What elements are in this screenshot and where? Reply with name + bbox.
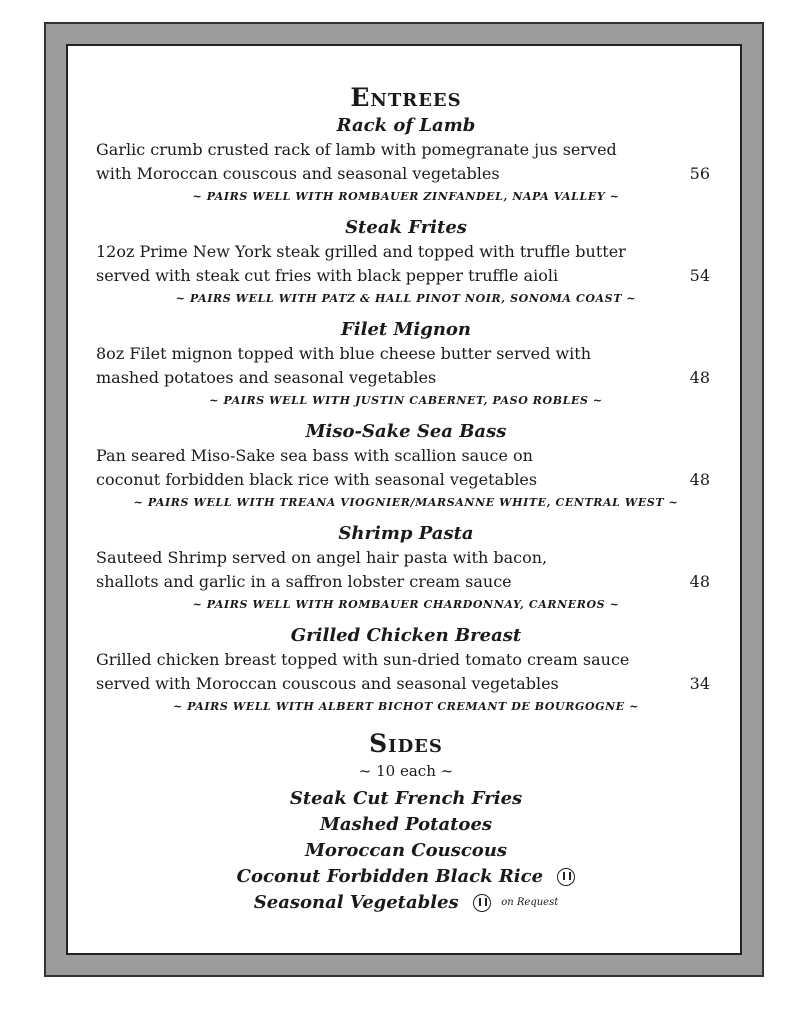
side-item-name: Coconut Forbidden Black Rice — [236, 866, 544, 887]
item-price: 56 — [689, 164, 710, 183]
entrees-list — [96, 114, 716, 718]
menu-item — [96, 216, 716, 310]
item-price: 48 — [689, 470, 710, 489]
item-name: Shrimp Pasta — [338, 523, 474, 544]
item-name: Steak Frites — [345, 217, 467, 238]
item-price: 34 — [689, 674, 710, 693]
wine-pairing: ~ PAIRS WELL WITH ROMBAUER ZINFANDEL, NAPA VALLEY ~ — [192, 190, 620, 203]
item-description — [96, 648, 716, 696]
description-line: Sauteed Shrimp served on angel hair pasta with bacon, — [96, 548, 548, 567]
item-description — [96, 342, 716, 390]
gluten-free-icon — [557, 868, 575, 886]
item-price: 48 — [689, 368, 710, 387]
item-name: Grilled Chicken Breast — [290, 625, 522, 646]
description-line: coconut forbidden black rice with seasonal vegetables — [96, 470, 538, 489]
side-item — [96, 786, 716, 812]
sides-price-note: ~ 10 each ~ — [358, 762, 454, 780]
menu-item — [96, 624, 716, 718]
item-description — [96, 138, 716, 186]
description-line: served with Moroccan couscous and seasonal vegetables — [96, 674, 559, 693]
description-line: 12oz Prime New York steak grilled and topped with truffle butter — [96, 242, 626, 261]
menu-item — [96, 420, 716, 514]
description-line: shallots and garlic in a saffron lobster cream sauce — [96, 572, 512, 591]
side-item-name: Steak Cut French Fries — [289, 788, 523, 809]
menu-item — [96, 114, 716, 208]
on-request-note: on Request — [501, 897, 559, 908]
wine-pairing: ~ PAIRS WELL WITH ROMBAUER CHARDONNAY, CARNEROS ~ — [192, 598, 620, 611]
side-item-name: Moroccan Couscous — [304, 840, 508, 861]
wine-pairing: ~ PAIRS WELL WITH PATZ & HALL PINOT NOIR, SONOMA COAST ~ — [175, 292, 637, 305]
menu-item — [96, 522, 716, 616]
wine-pairing: ~ PAIRS WELL WITH ALBERT BICHOT CREMANT DE BOURGOGNE ~ — [172, 700, 640, 713]
side-item — [96, 812, 716, 838]
item-name: Rack of Lamb — [336, 115, 476, 136]
wine-pairing: ~ PAIRS WELL WITH TREANA VIOGNIER/MARSANNE WHITE, CENTRAL WEST ~ — [133, 496, 679, 509]
description-line: Grilled chicken breast topped with sun-dried tomato cream sauce — [96, 650, 630, 669]
description-line: mashed potatoes and seasonal vegetables — [96, 368, 437, 387]
sides-title: Sides — [369, 729, 443, 758]
item-price: 48 — [689, 572, 710, 591]
side-item-name: Seasonal Vegetables — [253, 892, 459, 913]
wine-pairing: ~ PAIRS WELL WITH JUSTIN CABERNET, PASO ROBLES ~ — [209, 394, 603, 407]
menu-item — [96, 318, 716, 412]
description-line: 8oz Filet mignon topped with blue cheese butter served with — [96, 344, 591, 363]
description-line: Garlic crumb crusted rack of lamb with pomegranate jus served — [96, 140, 617, 159]
side-item-name: Mashed Potatoes — [319, 814, 493, 835]
item-description — [96, 444, 716, 492]
side-item — [96, 864, 716, 890]
item-description — [96, 240, 716, 288]
side-item — [96, 838, 716, 864]
menu-content — [96, 82, 716, 916]
description-line: served with steak cut fries with black pepper truffle aioli — [96, 266, 559, 285]
description-line: Pan seared Miso-Sake sea bass with scallion sauce on — [96, 446, 533, 465]
sides-list — [96, 786, 716, 916]
gluten-free-icon — [473, 894, 491, 912]
description-line: with Moroccan couscous and seasonal vegetables — [96, 164, 500, 183]
item-name: Miso-Sake Sea Bass — [305, 421, 507, 442]
item-description — [96, 546, 716, 594]
side-item — [96, 890, 716, 916]
item-price: 54 — [689, 266, 710, 285]
item-name: Filet Mignon — [340, 319, 472, 340]
entrees-title: Entrees — [350, 83, 462, 112]
